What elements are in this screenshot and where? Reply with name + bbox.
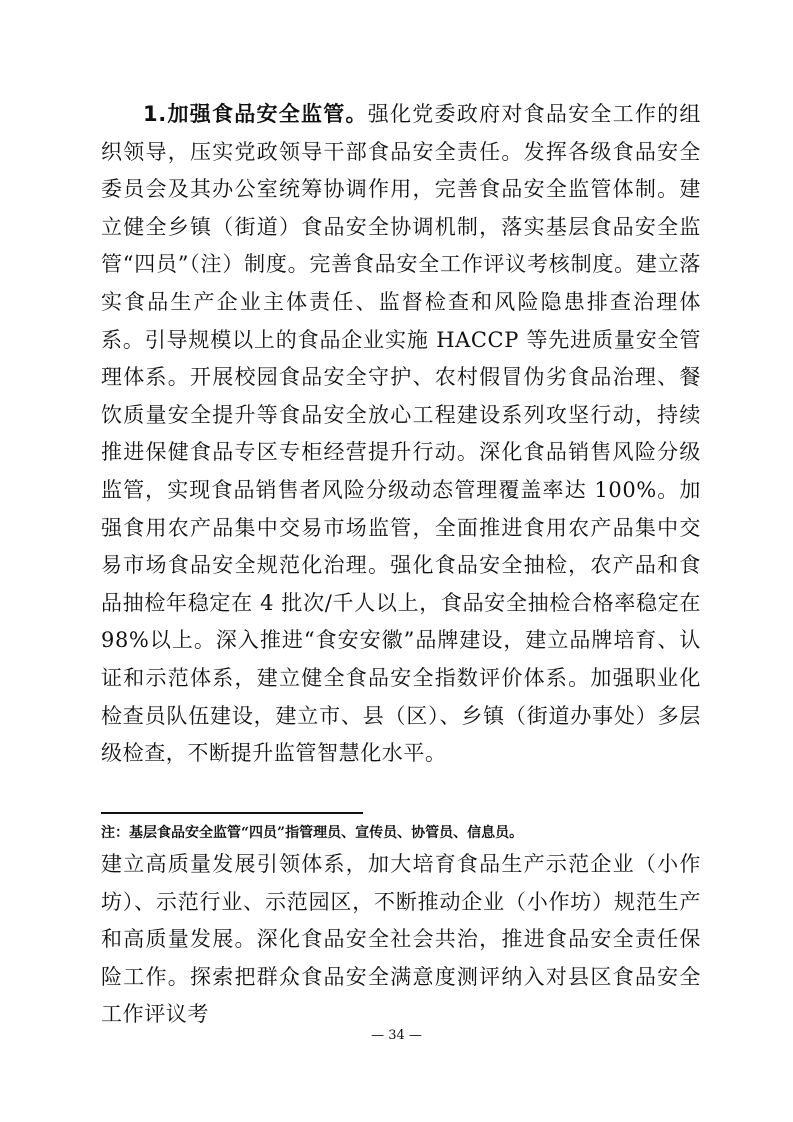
- footnote-divider: [101, 812, 363, 814]
- continuation-paragraph: 建立高质量发展引领体系，加大培育食品生产示范企业（小作坊）、示范行业、示范园区，不断推动企业（小作坊）规范生产和高质量发展。深化食品安全社会共治，推进食品安全责任保险工作。探索把群众食品安全满意度测评纳入对县区食品安全工作评议考: [101, 852, 701, 1026]
- page-number: — 34 —: [371, 1028, 422, 1043]
- section-paragraph: [101, 96, 701, 773]
- section-heading: 1.加强食品安全监管。: [143, 102, 368, 126]
- section-body: 强化党委政府对食品安全工作的组织领导，压实党政领导干部食品安全责任。发挥各级食品安全委员会及其办公室统筹协调作用，完善食品安全监管体制。建立健全乡镇（街道）食品安全协调机制，落实基层食品安全监管“四员”（注）制度。完善食品安全工作评议考核制度。建立落实食品生产企业主体责任、监督检查和风险隐患排查治理体系。引导规模以上的食品企业实施 HACCP 等先进质量安全管理体系。开展校园食品安全守护、农村假冒伪劣食品治理、餐饮质量安全提升等食品安全放心工程建设系列攻坚行动，持续推进保健食品专区专柜经营提升行动。深化食品销售风险分级监管，实现食品销售者风险分级动态管理覆盖率达 100%。加强食用农产品集中交易市场监管，全面推进食用农产品集中交易市场食品安全规范化治理。强化食品安全抽检，农产品和食品抽检年稳定在 4 批次/千人以上，食品安全抽检合格率稳定在 98%以上。深入推进“食安安徽”品牌建设，建立品牌培育、认证和示范体系，建立健全食品安全指数评价体系。加强职业化检查员队伍建设，建立市、县（区）、乡镇（街道办事处）多层级检查，不断提升监管智慧化水平。: [101, 102, 701, 766]
- footnote: 注：基层食品安全监管“四员”指管理员、宣传员、协管员、信息员。: [101, 825, 524, 841]
